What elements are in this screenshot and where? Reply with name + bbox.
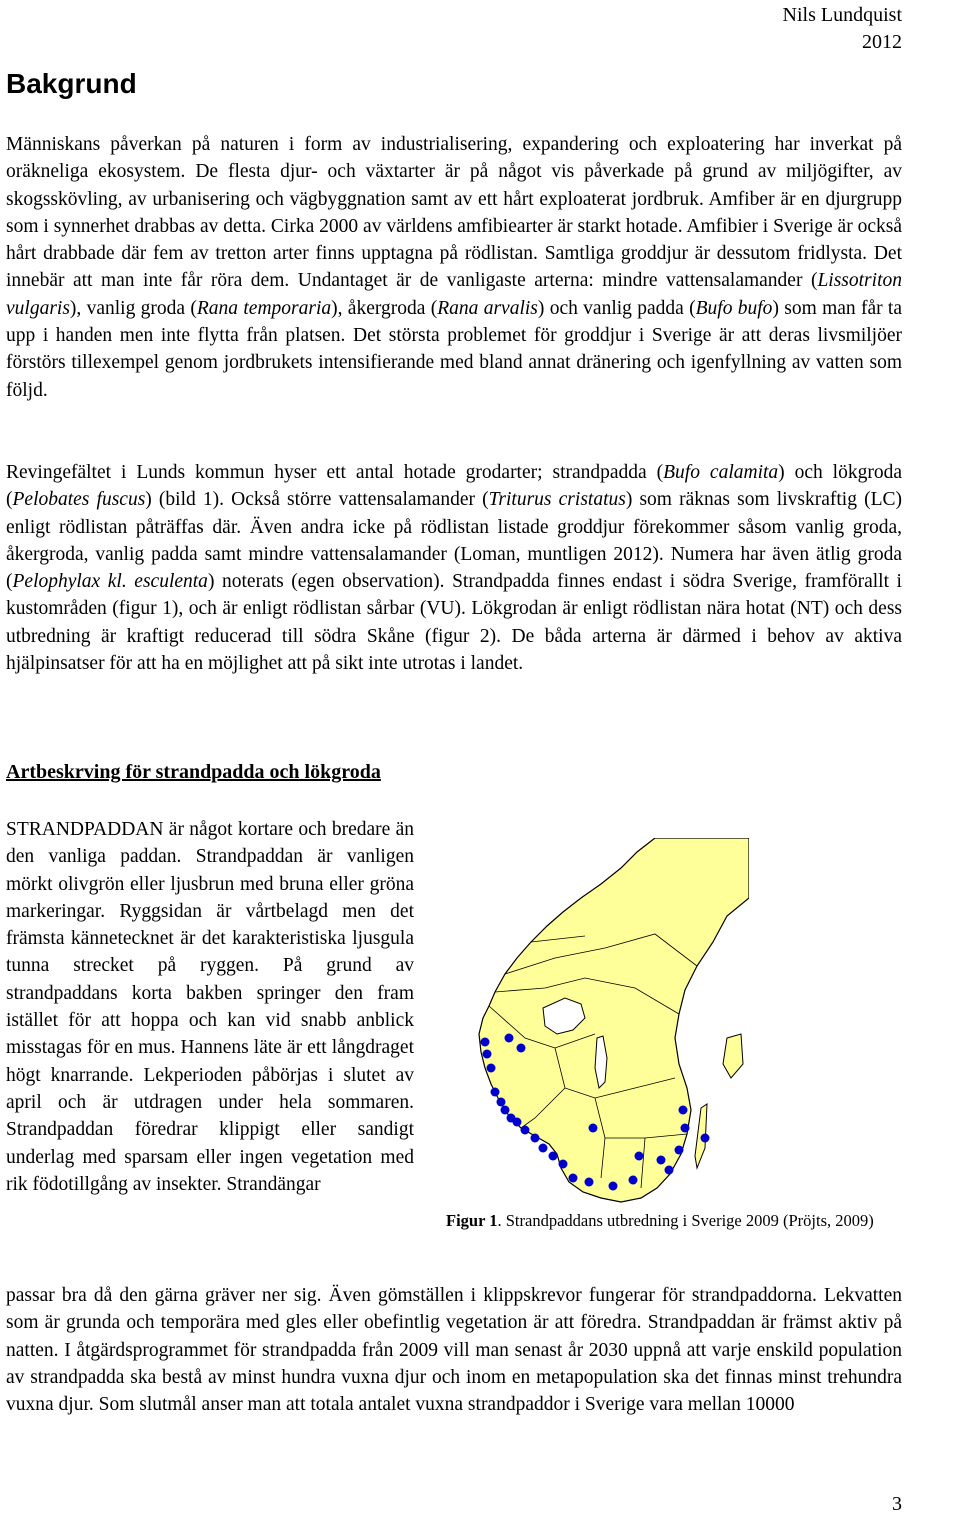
page-header [783,2,902,56]
figure-caption-text: . Strandpaddans utbredning i Sverige 2009 (Pröjts, 2009) [497,1211,874,1230]
occurrence-dot [481,1038,490,1047]
text-run: Människans påverkan på naturen i form av industrialisering, expandering och exploatering har inverkat på oräkneliga ekosystem. De flesta djur- och växtarter är på något vis påverkade på grund av miljögifter, av skogsskövling, av urbanisering och vägbyggnation samt av ett hårt exploaterat jordbruk. Amfiber är en djurgrupp som i synnerhet drabbas av detta. Cirka 2000 av världens amfibiearter är starkt hotade. Amfibier i Sverige är också hårt drabbade där fem av tretton arter finns upptagna på rödlistan. Samtliga groddjur är dessutom fridlysta. Det innebär att man inte får röra dem. Undantaget är de vanligaste arterna: mindre vattensalamander ( [6,134,902,292]
occurrence-dot [585,1178,594,1187]
occurrence-dot [589,1124,598,1133]
occurrence-dot [539,1144,548,1153]
paragraph-strandpadda-continued: passar bra då den gärna gräver ner sig. Även gömställen i klippskrevor fungerar för strandpaddorna. Lekvatten som är grunda och temporära med gles eller obefintlig vegetation är att föredra. Strandpaddan är främst aktiv på natten. I åtgärdsprogrammet för strandpadda från 2009 vill man senast år 2030 uppnå att varje enskild population av strandpadda ska bestå av minst hundra vuxna djur och inom en metapopulation ska det finnas minst trehundra vuxna djur. Som slutmål anser man att totala antalet vuxna strandpaddor i Sverige vara mellan 10000 [6,1285,902,1416]
paragraph-revingefaltet [6,459,902,677]
occurrence-dot [609,1182,618,1191]
section-heading-artbeskrivning: Artbeskrving för strandpadda och lökgroda [6,761,381,783]
occurrence-dot [569,1174,578,1183]
occurrence-dot [491,1088,500,1097]
author-name: Nils Lundquist [782,4,902,26]
species-name: Rana temporaria [196,297,332,319]
species-name: Triturus cristatus [488,489,626,511]
occurrence-dot [679,1106,688,1115]
occurrence-dot [487,1064,496,1073]
occurrence-dot [549,1152,558,1161]
occurrence-dot [521,1126,530,1135]
page-number: 3 [892,1493,902,1515]
occurrence-dot [701,1134,710,1143]
occurrence-dot [513,1118,522,1127]
sweden-map [465,838,749,1210]
species-name: Rana arvalis [437,297,538,319]
occurrence-dot [505,1034,514,1043]
paragraph-strandpadda-description [6,816,414,1198]
text-run: ) och lökgroda ( [6,462,903,511]
text-run: ) som man får ta upp i handen men inte flytta från platsen. Det största problemet för groddjur i Sverige är att deras livsmiljöer förstörs tillexempel genom jordbrukets intensifierande med bland annat dränering och igenfyllning av vatten som följd. [6,297,902,401]
occurrence-dot [629,1176,638,1185]
paragraph-background [6,131,902,404]
occurrence-dot [681,1124,690,1133]
text-run: ), vanlig groda ( [69,297,197,319]
occurrence-dot [559,1160,568,1169]
species-name: Bufo calamita [663,462,779,483]
text-run: Revingefältet i Lunds kommun hyser ett antal hotade grodarter; strandpadda ( [6,462,664,483]
section-heading-bakgrund: Bakgrund [6,68,137,99]
occurrence-dot [665,1166,674,1175]
species-name: Bufo bufo [695,297,773,319]
paragraph-strandpadda-text: är något kortare och bredare än den vanliga paddan. Strandpaddan är vanligen mörkt olivgrön eller ljusbrun med bruna eller gröna markeringar. Ryggsidan är vårtbelagd men det främsta kännetecknet är det karakteristiska ljusgula tunna strecket på ryggen. På grund av strandpaddans korta bakben springer den fram istället för att hoppa och kan vid snabb anblick misstagas för en mus. Hannens läte är ett långdraget högt knarrande. Lekperioden påbörjas i slutet av april och är utdragen under hela sommaren. Strandpaddan föredrar klippigt eller sandigt underlag med sparsam eller ingen vegetation med rik födotillgång av insekter. Strandängar [6,819,415,1195]
text-run: ), åkergroda ( [331,297,438,319]
occurrence-dot [497,1098,506,1107]
figure-label: Figur 1 [446,1211,498,1230]
distribution-map-figure [465,838,749,1210]
text-run: ) (bild 1). Också större vattensalamander ( [145,489,489,511]
occurrence-dot [531,1134,540,1143]
occurrence-dot [483,1050,492,1059]
header-year: 2012 [862,31,902,53]
species-name: Pelobates fuscus [12,489,146,511]
lead-word: STRANDPADDAN [6,819,164,840]
occurrence-dot [635,1152,644,1161]
figure-caption [446,1211,874,1231]
occurrence-dot [501,1106,510,1115]
occurrence-dot [675,1146,684,1155]
occurrence-dot [517,1044,526,1053]
occurrence-dot [657,1156,666,1165]
text-run: ) som räknas som livskraftig (LC) enligt rödlistan påträffas där. Även andra icke på rödlistan listade groddjur förekommer såsom vanlig groda, åkergroda, vanlig padda samt mindre vattensalamander (Loman, muntligen 2012). Numera har även ätlig groda ( [6,489,902,593]
species-name: Lissotriton vulgaris [6,270,902,319]
text-run: ) noterats (egen observation). Strandpadda finnes endast i södra Sverige, framförallt i kustområden (figur 1), och är enligt rödlistan sårbar (VU). Lökgrodan är enligt rödlistan nära hotat (NT) och dess utbredning är kraftigt reducerad till södra Skåne (figur 2). De båda arterna är därmed i behov av aktiva hjälpinsatser för att ha en möjlighet att på sikt inte utrotas i landet. [6,571,902,675]
text-run: ) och vanlig padda ( [537,297,696,319]
species-name: Pelophylax kl. esculenta [12,571,208,593]
